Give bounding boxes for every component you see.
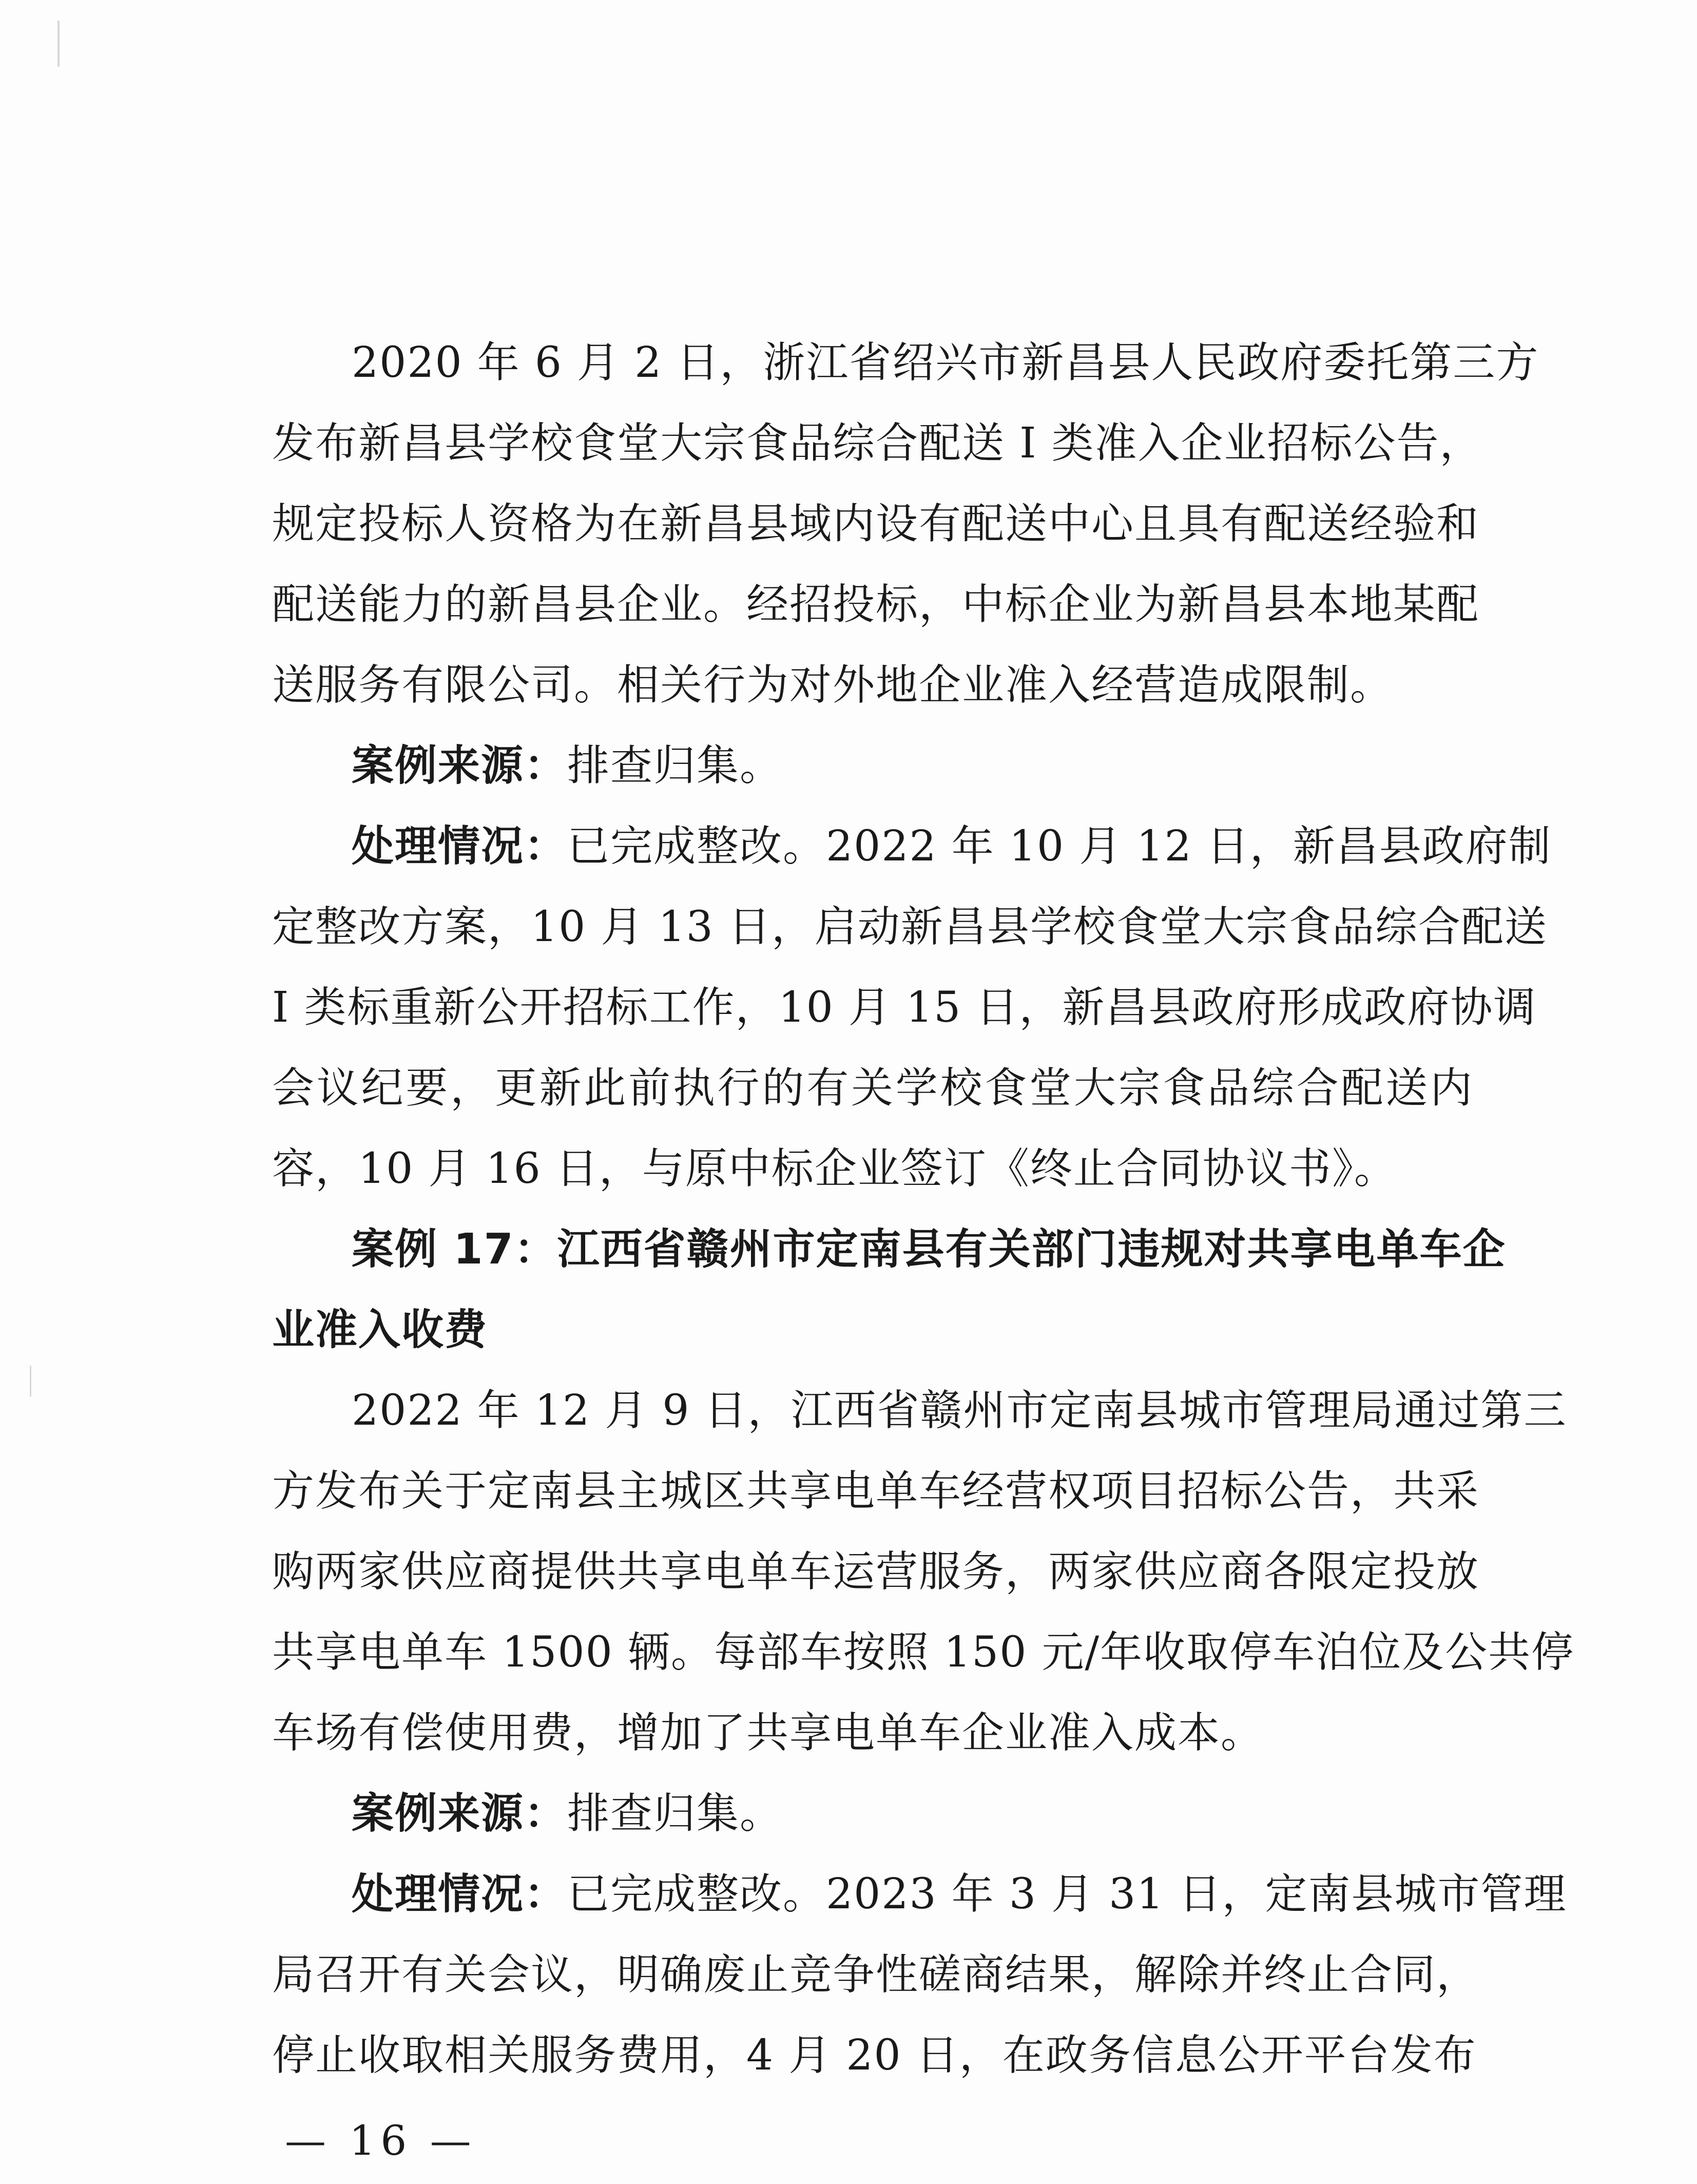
case-source-label: 案例来源： (352, 1789, 568, 1838)
paragraph-line: 配送能力的新昌县企业。经招投标，中标企业为新昌县本地某配 (272, 580, 1480, 629)
paragraph-line: 购两家供应商提供共享电单车运营服务，两家供应商各限定投放 (272, 1547, 1480, 1596)
paragraph-line: I 类标重新公开招标工作，10 月 15 日，新昌县政府形成政府协调 (272, 983, 1537, 1032)
scan-mark (30, 1366, 31, 1396)
case-source (352, 725, 1473, 806)
paragraph-line: 共享电单车 1500 辆。每部车按照 150 元/年收取停车泊位及公共停 (272, 1628, 1575, 1677)
case-heading: 业准入收费 (272, 1306, 488, 1354)
scan-mark (57, 21, 60, 67)
paragraph-line: 2022 年 12 月 9 日，江西省赣州市定南县城市管理局通过第三 (352, 1386, 1567, 1435)
handling-label: 处理情况： (352, 1870, 568, 1919)
case-source-text: 排查归集。 (567, 1789, 783, 1838)
handling-label: 处理情况： (352, 822, 568, 871)
paragraph-line: 送服务有限公司。相关行为对外地企业准入经营造成限制。 (272, 661, 1394, 710)
paragraph-line: 容，10 月 16 日，与原中标企业签订《终止合同协议书》。 (272, 1144, 1397, 1193)
page-number: — 16 — (285, 2117, 476, 2164)
case-source-label: 案例来源： (352, 741, 568, 790)
paragraph-line: 规定投标人资格为在新昌县域内设有配送中心且具有配送经验和 (272, 500, 1480, 548)
paragraph-line: 局召开有关会议，明确废止竞争性磋商结果，解除并终止合同， (272, 1950, 1480, 1999)
handling-text: 已完成整改。2022 年 10 月 12 日，新昌县政府制 (567, 822, 1552, 871)
paragraph-line: 会议纪要，更新此前执行的有关学校食堂大宗食品综合配送内 (272, 1064, 1473, 1113)
case-source-text: 排查归集。 (567, 741, 783, 790)
paragraph-line: 2020 年 6 月 2 日，浙江省绍兴市新昌县人民政府委托第三方 (352, 338, 1539, 387)
paragraph-line: 方发布关于定南县主城区共享电单车经营权项目招标公告，共采 (272, 1467, 1480, 1516)
paragraph-line: 车场有偿使用费，增加了共享电单车企业准入成本。 (272, 1709, 1264, 1757)
paragraph-line: 停止收取相关服务费用，4 月 20 日，在政务信息公开平台发布 (272, 2031, 1477, 2080)
paragraph-line: 发布新昌县学校食堂大宗食品综合配送 I 类准入企业招标公告， (272, 419, 1483, 468)
handling-text: 已完成整改。2023 年 3 月 31 日，定南县城市管理 (567, 1870, 1567, 1919)
handling-first-line (352, 1854, 1567, 1934)
case-heading: 案例 17：江西省赣州市定南县有关部门违规对共享电单车企 (352, 1225, 1506, 1274)
paragraph-line: 定整改方案，10 月 13 日，启动新昌县学校食堂大宗食品综合配送 (272, 903, 1548, 951)
handling-first-line (352, 806, 1552, 887)
case-source (352, 1773, 1473, 1854)
